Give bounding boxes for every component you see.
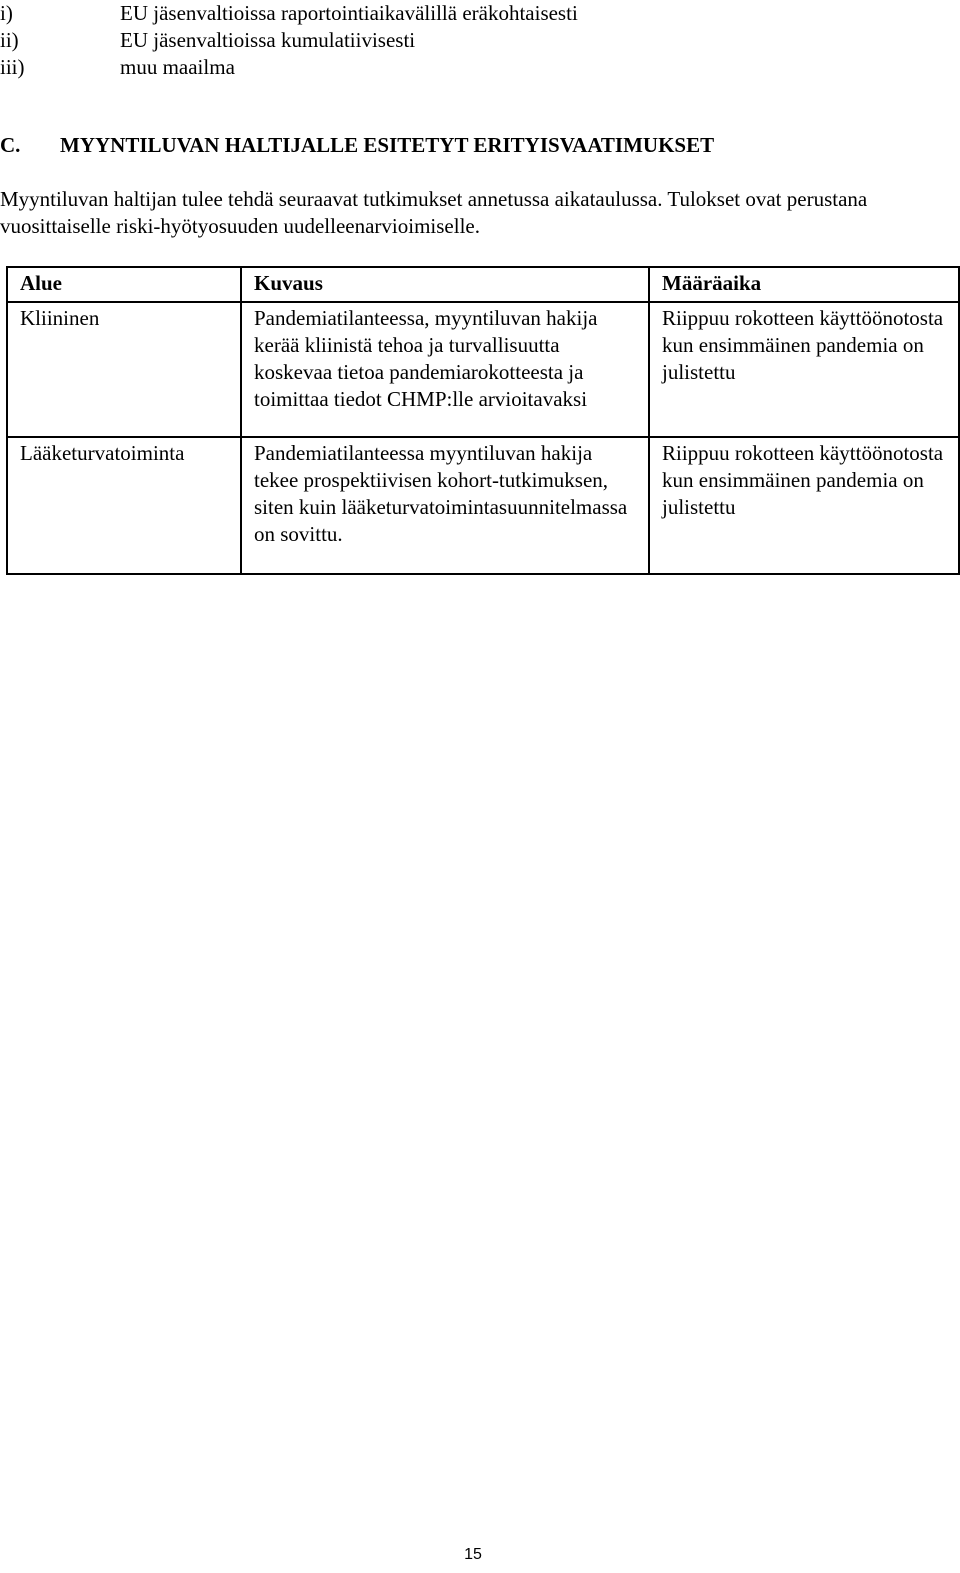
list-marker: iii) xyxy=(0,55,25,79)
roman-list xyxy=(0,0,940,81)
section-marker: C. xyxy=(0,133,21,157)
cell-deadline: Riippuu rokotteen käyttöönotosta kun ensimmäinen pandemia on julistettu xyxy=(649,302,959,437)
section-title: MYYNTILUVAN HALTIJALLE ESITETYT ERITYISVAATIMUKSET xyxy=(60,133,715,157)
cell-description: Pandemiatilanteessa, myyntiluvan hakija kerää kliinistä tehoa ja turvallisuutta koskevaa tietoa pandemiarokotteesta ja toimittaa tiedot CHMP:lle arvioitavaksi xyxy=(241,302,649,437)
requirements-table-container xyxy=(6,266,956,575)
list-marker: ii) xyxy=(0,28,19,52)
list-item xyxy=(0,54,940,81)
list-item xyxy=(0,0,940,27)
header-description: Kuvaus xyxy=(241,267,649,302)
cell-deadline: Riippuu rokotteen käyttöönotosta kun ensimmäinen pandemia on julistettu xyxy=(649,437,959,574)
list-text: EU jäsenvaltioissa kumulatiivisesti xyxy=(120,28,416,52)
list-text: EU jäsenvaltioissa raportointiaikavälillä eräkohtaisesti xyxy=(120,1,578,25)
header-deadline: Määräaika xyxy=(649,267,959,302)
requirements-table xyxy=(6,266,960,575)
list-item xyxy=(0,27,940,54)
list-marker: i) xyxy=(0,1,13,25)
list-text: muu maailma xyxy=(120,55,235,79)
section-heading xyxy=(0,131,714,159)
page-number: 15 xyxy=(464,1546,482,1563)
table-row xyxy=(7,437,959,574)
table-header-row xyxy=(7,267,959,302)
cell-description: Pandemiatilanteessa myyntiluvan hakija tekee prospektiivisen kohort-tutkimuksen, siten kuin lääketurvatoimintasuunnitelmassa on sovittu. xyxy=(241,437,649,574)
intro-paragraph: Myyntiluvan haltijan tulee tehdä seuraavat tutkimukset annetussa aikataulussa. Tulokset ovat perustana vuosittaiselle riski-hyötyosuuden uudelleenarvioimiselle. xyxy=(0,187,868,238)
cell-area: Lääketurvatoiminta xyxy=(7,437,241,574)
header-area: Alue xyxy=(7,267,241,302)
table-row xyxy=(7,302,959,437)
cell-area: Kliininen xyxy=(7,302,241,437)
